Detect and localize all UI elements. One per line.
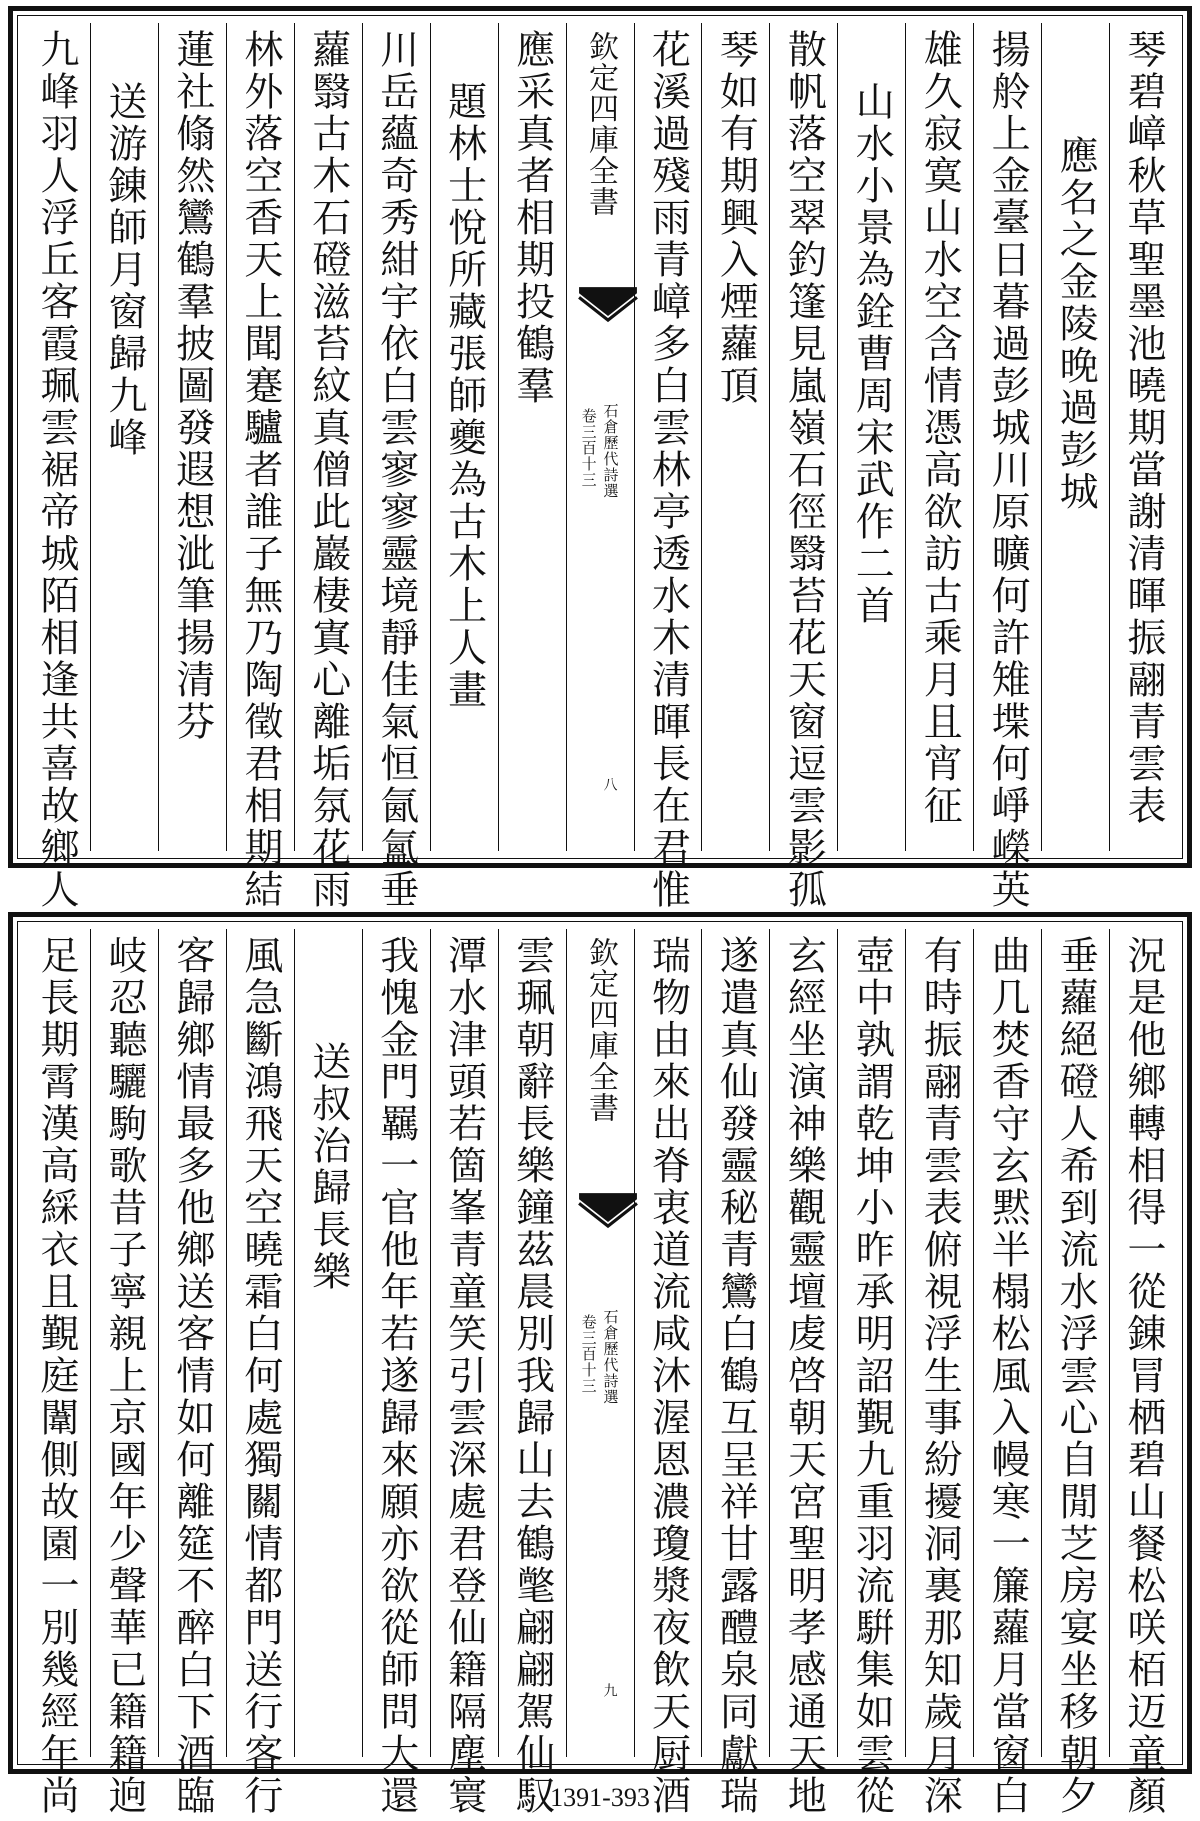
text-column [973, 929, 1041, 1817]
page-panel-top [8, 6, 1192, 911]
poem-title: 題林士悅所藏張師夔為古木上人畫 [441, 81, 487, 711]
text-column [158, 929, 226, 1817]
text-column [973, 23, 1041, 911]
text-column [769, 23, 837, 911]
text-column [837, 929, 905, 1817]
text-column [90, 929, 158, 1817]
verse-line: 蓮社翛然鸞鶴羣披圖發遐想泚筆揚清芬 [169, 29, 215, 743]
verse-line: 垂蘿絕磴人希到流水浮雲心自閒芝房宴坐移朝夕 [1053, 935, 1099, 1817]
juan-number: 卷三百十三 [579, 408, 598, 488]
poem-title: 送叔治歸長樂 [305, 1041, 351, 1293]
verse-line: 蘿翳古木石磴滋苔紋真僧此巖棲寘心離垢氛花雨 [305, 29, 351, 911]
verse-line: 客歸鄉情最多他鄉送客情如何離筵不醉白下酒臨 [169, 935, 215, 1817]
fishtail-mark-icon [577, 285, 639, 347]
verse-line: 潭水津頭若箇峯青童笑引雲深處君登仙籍隔塵寰 [441, 935, 487, 1817]
text-column [1109, 23, 1177, 851]
text-column [23, 929, 90, 1817]
page-number: 九 [601, 1683, 618, 1697]
collection-title: 石倉歷代詩選 [601, 1309, 620, 1405]
verse-line: 我愧金門羈一官他年若遂歸來願亦欲從師問大還 [373, 935, 419, 1817]
fishtail-mark-icon [577, 1191, 639, 1253]
text-column [226, 929, 294, 1817]
text-column [769, 929, 837, 1817]
text-column [634, 23, 702, 911]
text-column [837, 23, 905, 851]
text-column [158, 23, 226, 851]
text-column [634, 929, 702, 1817]
verse-line: 花溪過殘雨青嶂多白雲林亭透水木清暉長在君惟 [645, 29, 691, 911]
verse-line: 曲几焚香守玄黙半榻松風入幔寒一簾蘿月當窗白 [985, 935, 1031, 1817]
verse-line: 散帆落空翠釣篷見嵐嶺石徑翳苔花天窗逗雲影孤 [781, 29, 827, 911]
text-column [701, 929, 769, 1817]
text-column [1041, 929, 1109, 1817]
text-column [905, 23, 973, 851]
verse-line: 雲珮朝辭長樂鐘茲晨別我歸山去鶴氅翩翩駕仙馭 [509, 935, 555, 1817]
verse-line: 風急斷鴻飛天空曉霜白何處獨關情都門送行客行 [237, 935, 283, 1817]
column-row [23, 23, 1177, 911]
center-fold-column [566, 929, 634, 1757]
verse-line: 九峰羽人浮丘客霞珮雲裾帝城陌相逢共喜故鄉人 [34, 29, 80, 911]
page-footer-number: 1391-393 [550, 1783, 650, 1812]
text-column [701, 23, 769, 851]
text-column [362, 929, 430, 1817]
poem-title: 應名之金陵晚過彭城 [1053, 135, 1099, 513]
text-column [1041, 23, 1109, 851]
text-column [90, 23, 158, 851]
verse-line: 況是他鄉轉相得一從錬冐栖碧山餐松咲栢迈童顏 [1121, 935, 1167, 1817]
verse-line: 琴碧嶂秋草聖墨池曉期當謝清暉振翮青雲表 [1121, 29, 1167, 827]
text-column [226, 23, 294, 911]
verse-line: 揚舲上金臺日暮過彭城川原曠何許雉堞何崢嶸英 [985, 29, 1031, 911]
verse-line: 玄經坐演神樂觀靈壇䖍啓朝天宮聖明孝感通天地 [781, 935, 827, 1817]
collection-title: 石倉歷代詩選 [601, 403, 620, 499]
text-column [294, 23, 362, 911]
juan-number: 卷三百十三 [579, 1314, 598, 1394]
text-column [498, 23, 566, 851]
verse-line: 岐忍聽驪駒歌昔子寧親上京國年少聲華已籍籍逈 [101, 935, 147, 1817]
verse-line: 川岳蘊奇秀紺宇依白雲寥寥靈境靜佳氣恒氤氳垂 [373, 29, 419, 911]
poem-title: 送游錬師月窗歸九峰 [101, 81, 147, 459]
text-column [430, 23, 498, 851]
book-title: 欽定四庫全書 [583, 937, 619, 1123]
text-column [905, 929, 973, 1817]
verse-line: 瑞物由來出脊衷道流咸沐渥恩濃瓊漿夜飲天厨酒 [645, 935, 691, 1817]
verse-line: 壺中孰謂乾坤小昨承明詔覲九重羽流騈集如雲從 [849, 935, 895, 1817]
verse-line: 遂遣真仙發靈秘青鸞白鶴互呈祥甘露醴泉同獻瑞 [713, 935, 759, 1817]
verse-line: 應采真者相期投鶴羣 [509, 29, 555, 407]
verse-line: 有時振翮青雲表俯視浮生事紛擾洞裏那知歲月深 [917, 935, 963, 1817]
text-column [1109, 929, 1177, 1817]
text-column [362, 23, 430, 911]
verse-line: 雄久寂寞山水空含情憑高欲訪古乘月且宵征 [917, 29, 963, 827]
verse-line: 琴如有期興入煙蘿頂 [713, 29, 759, 407]
text-column [23, 23, 90, 911]
text-column [294, 929, 362, 1757]
center-fold-column [566, 23, 634, 851]
verse-line: 林外落空香天上聞蹇驢者誰子無乃陶徵君相期結 [237, 29, 283, 911]
page-number: 八 [601, 777, 618, 791]
poem-title: 山水小景為銓曹周宋武作二首 [849, 81, 895, 627]
text-column [430, 929, 498, 1817]
verse-line: 足長期霄漢高綵衣且覲庭闈側故園一別幾經年尚 [34, 935, 80, 1817]
book-title: 欽定四庫全書 [583, 31, 619, 217]
text-column [498, 929, 566, 1817]
